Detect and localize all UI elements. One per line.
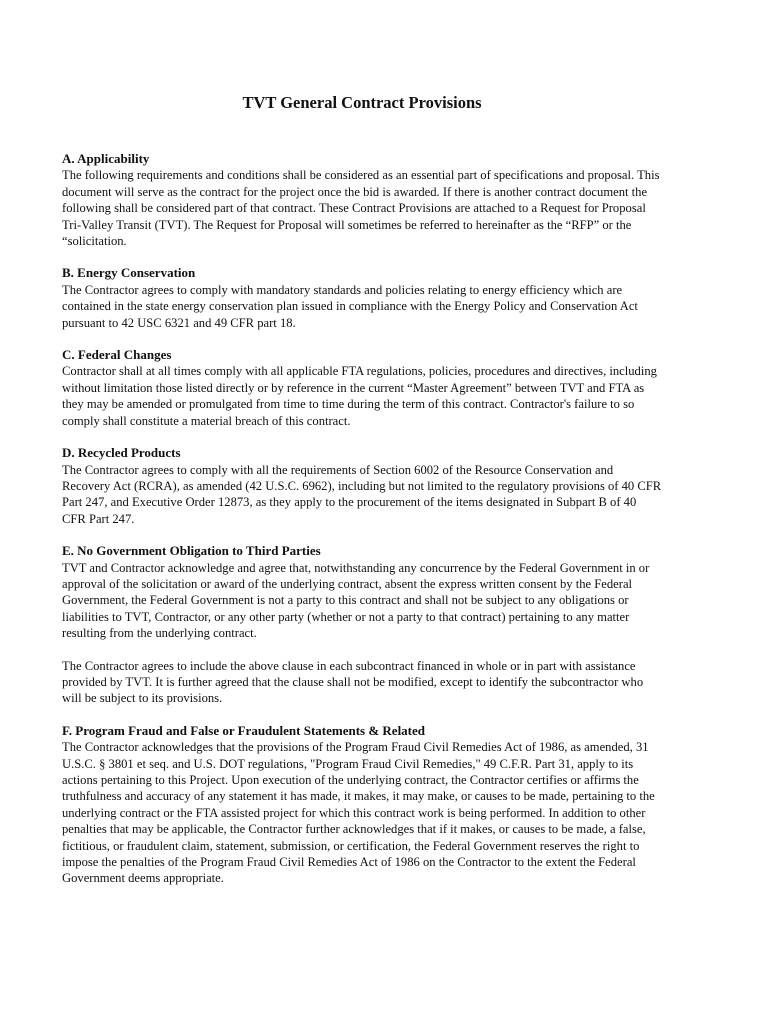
section-heading: B. Energy Conservation <box>62 265 196 281</box>
section-paragraph: The Contractor acknowledges that the provisions of the Program Fraud Civil Remedies Act of 1986, as amended, 31 U.S.C. § 3801 et seq. and U.S. DOT regulations, "Program Fraud Civil Remedies," 49 C.F.R. Part 31, apply to its actions pertaining to this Project. Upon execution of the underlying contract, the Contractor certifies or affirms the truthfulness and accuracy of any statement it has made, it makes, it may make, or causes to be made, pertaining to the underlying contract or the FTA assisted project for which this contract work is being performed. In addition to other penalties that may be applicable, the Contractor further acknowledges that if it makes, or causes to be made, a false, fictitious, or fraudulent claim, statement, submission, or certification, the Federal Government reserves the right to impose the penalties of the Program Fraud Civil Remedies Act of 1986 on the Contractor to the extent the Federal Government deems appropriate. <box>62 740 655 886</box>
section-heading: C. Federal Changes <box>62 347 172 363</box>
document-title: TVT General Contract Provisions <box>242 93 482 112</box>
section-no-government-obligation <box>62 543 662 707</box>
section-paragraph: The Contractor agrees to comply with mandatory standards and policies relating to energy efficiency which are contained in the state energy conservation plan issued in compliance with the Energy Policy and Conservation Act pursuant to 42 USC 6321 and 49 CFR part 18. <box>62 282 638 330</box>
section-paragraph: Contractor shall at all times comply with all applicable FTA regulations, policies, procedures and directives, including without limitation those listed directly or by reference in the current “Master Agreement” between TVT and FTA as they may be amended or promulgated from time to time during the term of this contract. Contractor's failure to so comply shall constitute a material breach of this contract. <box>62 364 657 428</box>
section-heading: F. Program Fraud and False or Fraudulent Statements & Related <box>62 722 426 738</box>
section-federal-changes <box>62 347 662 429</box>
section-paragraph: TVT and Contractor acknowledge and agree that, notwithstanding any concurrence by the Federal Government in or approval of the solicitation or award of the underlying contract, absent the express written consent by the Federal Government, the Federal Government is not a party to this contract and shall not be subject to any obligations or liabilities to TVT, Contractor, or any other party (whether or not a party to that contract) pertaining to any matter resulting from the underlying contract. <box>62 560 650 641</box>
document-page <box>62 93 662 903</box>
section-heading: E. No Government Obligation to Third Parties <box>62 543 321 559</box>
section-paragraph: The Contractor agrees to comply with all the requirements of Section 6002 of the Resource Conservation and Recovery Act (RCRA), as amended (42 U.S.C. 6962), including but not limited to the regulatory provisions of 40 CFR Part 247, and Executive Order 12873, as they apply to the procurement of the items designated in Subpart B of 40 CFR Part 247. <box>62 462 662 526</box>
section-applicability <box>62 151 662 249</box>
section-paragraph: The Contractor agrees to include the above clause in each subcontract financed in whole or in part with assistance provided by TVT. It is further agreed that the clause shall not be modified, except to identify the subcontractor who will be subject to its provisions. <box>62 658 644 706</box>
section-energy-conservation <box>62 265 662 331</box>
section-recycled-products <box>62 445 662 527</box>
section-heading: D. Recycled Products <box>62 445 181 461</box>
section-paragraph: The following requirements and conditions shall be considered as an essential part of specifications and proposal. This document will serve as the contract for the project once the bid is awarded. If there is another contract document the following shall be considered part of that contract. These Contract Provisions are attached to a Request for Proposal Tri-Valley Transit (TVT). The Request for Proposal will sometimes be referred to hereinafter as the “RFP” or the “solicitation. <box>62 168 660 249</box>
section-heading: A. Applicability <box>62 151 150 166</box>
section-program-fraud <box>62 723 662 887</box>
